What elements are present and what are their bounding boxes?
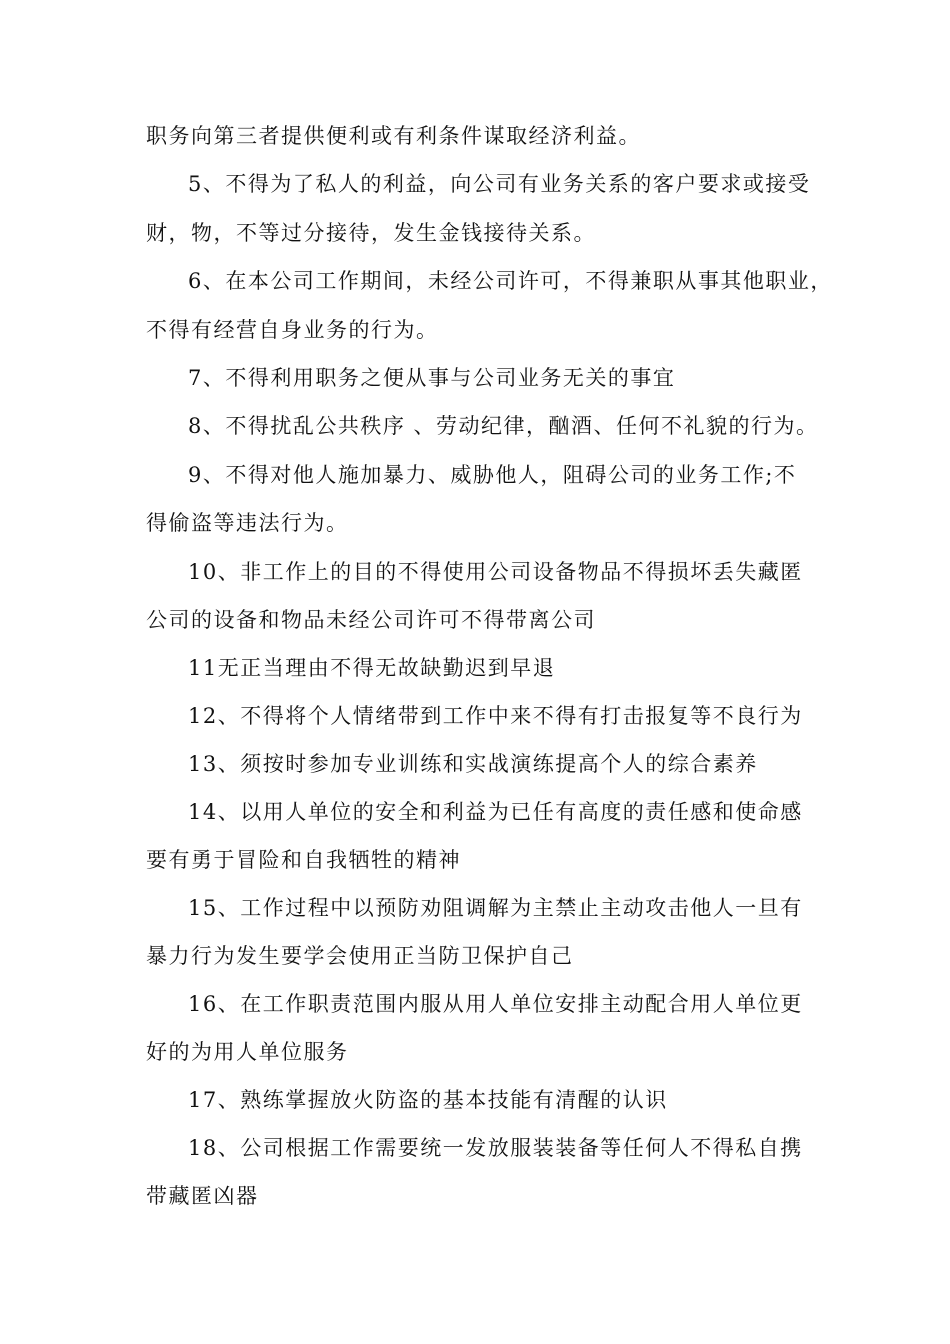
text-line: 要有勇于冒险和自我牺牲的精神 [146,848,461,872]
text-line: 暴力行为发生要学会使用正当防卫保护自己 [146,944,574,968]
text-line: 6、在本公司工作期间，未经公司许可，不得兼职从事其他职业， [188,269,833,293]
text-line: 13、须按时参加专业训练和实战演练提高个人的综合素养 [188,752,758,776]
text-line: 17、熟练掌握放火防盗的基本技能有清醒的认识 [188,1088,668,1112]
text-line: 5、不得为了私人的利益，向公司有业务关系的客户要求或接受 [188,172,811,196]
text-line: 7、不得利用职务之便从事与公司业务无关的事宜 [188,366,676,390]
text-line: 14、以用人单位的安全和利益为已任有高度的责任感和使命感 [188,800,803,824]
text-line: 职务向第三者提供便利或有利条件谋取经济利益。 [146,124,641,148]
text-line: 得偷盗等违法行为。 [146,511,349,535]
text-line: 公司的设备和物品未经公司许可不得带离公司 [146,608,596,632]
text-line: 9、不得对他人施加暴力、威胁他人，阻碍公司的业务工作;不 [188,463,797,487]
text-line: 10、非工作上的目的不得使用公司设备物品不得损坏丢失藏匿 [188,560,803,584]
text-line: 财，物，不等过分接待，发生金钱接待关系。 [146,221,596,245]
text-line: 12、不得将个人情绪带到工作中来不得有打击报复等不良行为 [188,704,803,728]
text-line: 不得有经营自身业务的行为。 [146,318,439,342]
text-line: 16、在工作职责范围内服从用人单位安排主动配合用人单位更 [188,992,803,1016]
text-line: 好的为用人单位服务 [146,1040,349,1064]
text-line: 8、不得扰乱公共秩序 、劳动纪律，酗酒、任何不礼貌的行为。 [188,414,819,438]
text-line: 带藏匿凶器 [146,1184,259,1208]
text-line: 11无正当理由不得无故缺勤迟到早退 [188,656,556,680]
text-line: 18、公司根据工作需要统一发放服装装备等任何人不得私自携 [188,1136,803,1160]
text-line: 15、工作过程中以预防劝阻调解为主禁止主动攻击他人一旦有 [188,896,803,920]
